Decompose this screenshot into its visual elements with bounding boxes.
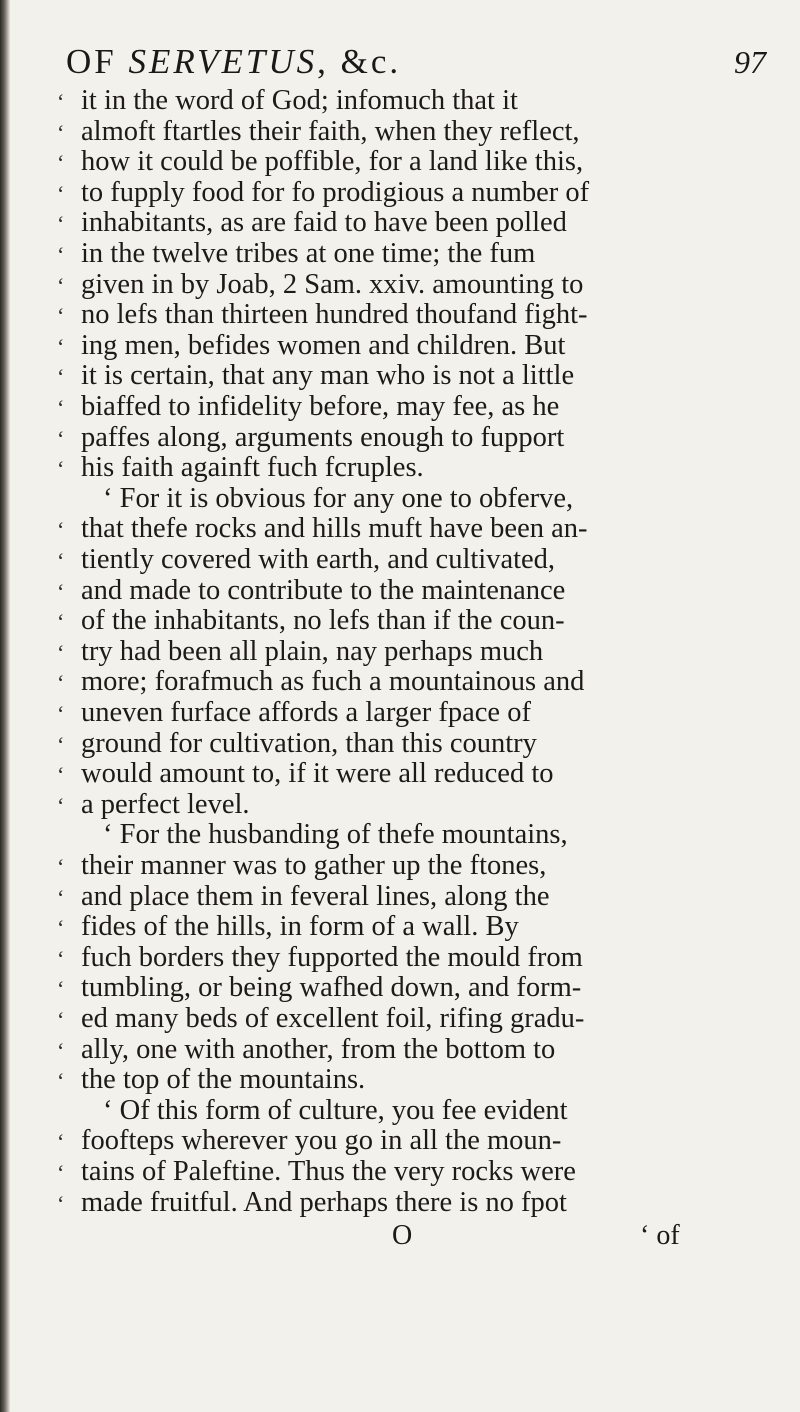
quote-mark: ‘: [57, 854, 65, 879]
text-line: [57, 759, 554, 789]
running-head-prefix: OF: [66, 42, 129, 81]
quote-mark: ‘: [57, 548, 65, 573]
quote-mark: ‘: [57, 701, 65, 726]
quote-mark: ‘: [57, 517, 65, 543]
paragraph-start-line: [57, 484, 573, 514]
running-head-name: SERVETUS: [128, 42, 318, 81]
line-text: ‘ For it is obvious for any one to obferve,: [103, 482, 574, 514]
page-footer: [0, 1220, 800, 1250]
binding-gutter: [0, 0, 10, 1412]
line-text: fides of the hills, in form of a wall. By: [81, 911, 519, 943]
text-line: [57, 514, 588, 544]
text-line: [57, 576, 565, 606]
text-line: [57, 423, 564, 453]
text-line: [57, 331, 565, 361]
line-text: ed many beds of excellent foil, rifing gradu-: [81, 1003, 585, 1034]
quote-mark: ‘: [57, 272, 65, 298]
paragraph-start-line: [57, 1096, 568, 1126]
quote-mark: ‘: [57, 578, 65, 604]
line-text: of the inhabitants, no lefs than if the coun-: [81, 605, 565, 637]
text-line: [57, 1004, 584, 1034]
line-text: more; forafmuch as fuch a mountainous and: [81, 666, 585, 698]
text-line: [57, 637, 543, 667]
text-line: [57, 270, 583, 300]
quote-mark: ‘: [57, 792, 65, 818]
quote-mark: ‘: [57, 180, 65, 206]
line-text: foofteps wherever you go in all the moun-: [81, 1125, 562, 1157]
text-line: [57, 851, 546, 881]
line-text: tumbling, or being wafhed down, and form-: [81, 972, 582, 1004]
line-text: their manner was to gather up the ftones,: [81, 850, 547, 881]
quote-mark: ‘: [57, 364, 65, 390]
line-text: and place them in feveral lines, along the: [81, 880, 550, 912]
quote-mark: ‘: [57, 89, 65, 114]
quote-mark: ‘: [57, 456, 65, 482]
quote-mark: ‘: [57, 762, 65, 788]
paragraph-start-line: [57, 820, 568, 850]
text-line: [57, 147, 583, 177]
line-text: that thefe rocks and hills muft have been an-: [81, 513, 588, 545]
text-line: [57, 545, 555, 575]
text-line: [57, 606, 565, 636]
line-text: his faith againft fuch fcruples.: [81, 452, 424, 484]
quote-mark: ‘: [57, 731, 65, 757]
text-line: [57, 86, 518, 116]
quote-mark: ‘: [57, 976, 65, 1002]
text-line: [57, 698, 531, 728]
line-text: biaffed to infidelity before, may fee, as he: [81, 391, 560, 422]
line-text: tiently covered with earth, and cultivated,: [81, 544, 556, 575]
text-line: [57, 392, 559, 422]
line-text: it is certain, that any man who is not a little: [81, 360, 575, 392]
text-line: [57, 300, 588, 330]
quote-mark: ‘: [57, 670, 65, 696]
signature-mark: O: [392, 1220, 413, 1251]
text-line: [57, 1065, 365, 1095]
text-line: [57, 453, 424, 483]
line-text: made fruitful. And perhaps there is no fpot: [81, 1186, 567, 1218]
text-line: [57, 178, 589, 208]
text-line: [57, 1157, 576, 1187]
line-text: would amount to, if it were all reduced to: [81, 758, 554, 790]
line-text: ‘ Of this form of culture, you fee evident: [103, 1094, 568, 1126]
line-text: a perfect level.: [81, 788, 250, 820]
line-text: tains of Paleftine. Thus the very rocks were: [81, 1156, 576, 1187]
text-line: [57, 912, 519, 942]
quote-mark: ‘: [57, 639, 65, 665]
text-line: [57, 882, 549, 912]
quote-mark: ‘: [57, 1160, 65, 1185]
line-text: in the twelve tribes at one time; the fum: [81, 238, 536, 269]
running-head-suffix: , &c.: [317, 42, 402, 81]
line-text: how it could be poffible, for a land like this,: [81, 146, 584, 178]
quote-mark: ‘: [57, 1129, 65, 1155]
text-line: [57, 729, 537, 759]
quote-mark: ‘: [57, 119, 65, 145]
line-text: it in the word of God; infomuch that it: [81, 85, 518, 116]
text-line: [57, 117, 580, 147]
line-text: and made to contribute to the maintenance: [81, 574, 566, 606]
line-text: to fupply food for fo prodigious a number of: [81, 176, 590, 208]
quote-mark: ‘: [57, 242, 65, 267]
line-text: no lefs than thirteen hundred thoufand fight-: [81, 299, 588, 331]
text-line: [57, 1188, 567, 1218]
quote-mark: ‘: [57, 425, 65, 451]
catchword: ‘ of: [640, 1220, 680, 1251]
line-text: try had been all plain, nay perhaps much: [81, 635, 544, 667]
line-text: given in by Joab, 2 Sam. xxiv. amounting to: [81, 268, 584, 300]
text-line: [57, 790, 250, 820]
line-text: fuch borders they fupported the mould from: [81, 941, 583, 973]
text-line: [57, 973, 581, 1003]
quote-mark: ‘: [57, 1007, 65, 1032]
quote-mark: ‘: [57, 609, 65, 635]
quote-mark: ‘: [57, 1068, 65, 1094]
text-line: [57, 239, 535, 269]
text-line: [57, 208, 567, 238]
text-line: [57, 361, 574, 391]
quote-mark: ‘: [57, 915, 65, 941]
quote-mark: ‘: [57, 303, 65, 329]
text-line: [57, 667, 584, 697]
quote-mark: ‘: [57, 884, 65, 910]
quote-mark: ‘: [57, 333, 65, 359]
line-text: almoft ftartles their faith, when they reflect,: [81, 115, 580, 147]
line-text: ‘ For the husbanding of thefe mountains,: [103, 819, 568, 851]
line-text: ground for cultivation, than this country: [81, 727, 537, 759]
quote-mark: ‘: [57, 211, 65, 237]
line-text: the top of the mountains.: [81, 1064, 366, 1096]
line-text: inhabitants, as are faid to have been polled: [81, 207, 567, 239]
text-line: [57, 1126, 561, 1156]
page-number: 97: [734, 44, 766, 80]
text-line: [57, 943, 583, 973]
text-line: [57, 1035, 555, 1065]
quote-mark: ‘: [57, 1037, 65, 1063]
quote-mark: ‘: [57, 945, 65, 971]
quote-mark: ‘: [57, 1190, 65, 1216]
line-text: ing men, befides women and children. But: [81, 329, 566, 361]
running-head: [66, 42, 401, 82]
line-text: paffes along, arguments enough to fupport: [81, 421, 565, 453]
line-text: ally, one with another, from the bottom to: [81, 1033, 556, 1065]
quote-mark: ‘: [57, 395, 65, 420]
quote-mark: ‘: [57, 150, 65, 176]
line-text: uneven furface affords a larger fpace of: [81, 697, 531, 728]
